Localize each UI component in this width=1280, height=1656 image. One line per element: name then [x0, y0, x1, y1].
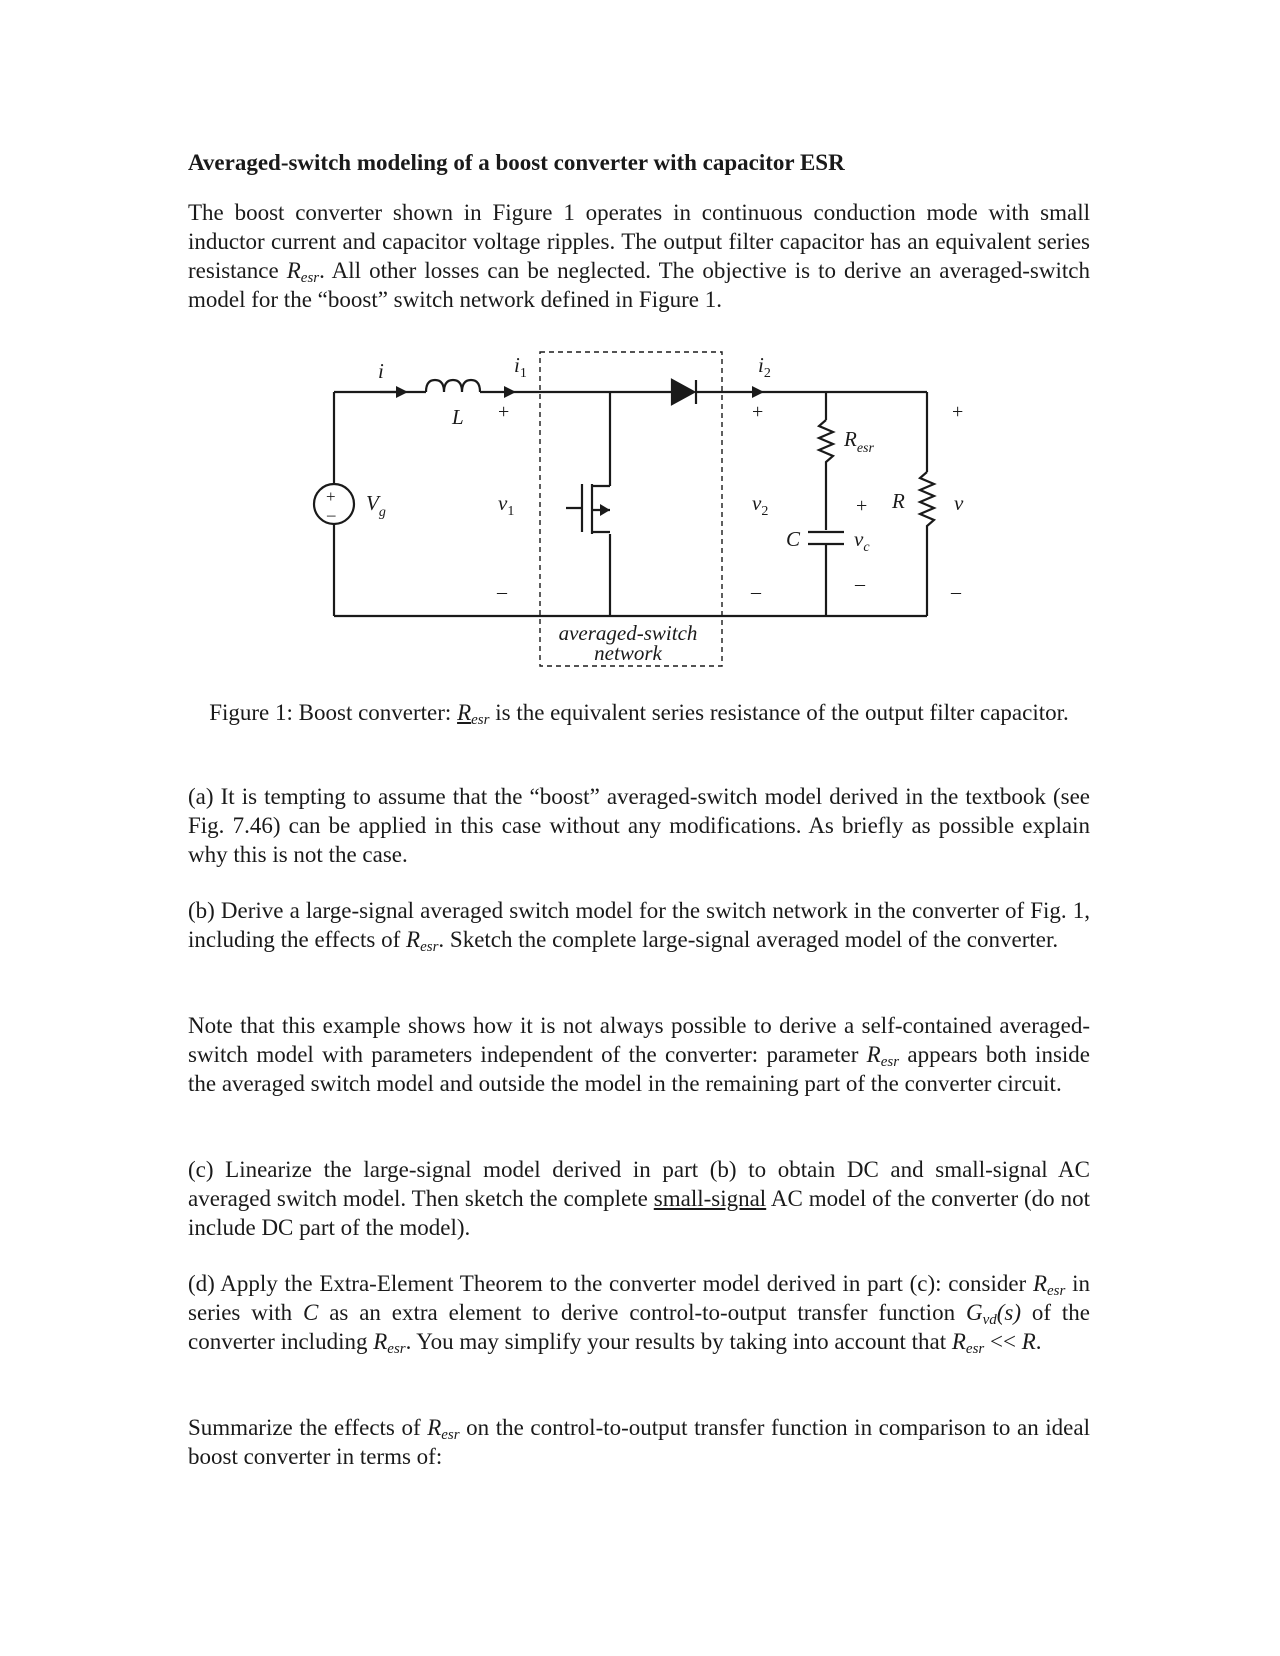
- minus-vc: –: [855, 573, 865, 595]
- arrow-i2: [752, 386, 764, 398]
- part-d-paragraph: (d) Apply the Extra-Element Theorem to the converter model derived in part (c): consider $R_{esr}$ in series with C as an extra element to derive control-to-output transfer function $G_{vd}(s)$ of the converter including $R_{esr}$. You may simplify your results by taking into account that $R_{esr} << R$.: [188, 1271, 1090, 1357]
- network-label-line2: network: [594, 641, 662, 665]
- plus-v1: +: [498, 401, 510, 423]
- arrow-i: [396, 386, 408, 398]
- boost-converter-figure: [0, 0, 1280, 700]
- label-vc: $v_c$: [854, 527, 870, 555]
- minus-v1: –: [497, 581, 507, 603]
- minus-vg: –: [327, 505, 336, 524]
- part-b-paragraph: (b) Derive a large-signal averaged switch model for the switch network in the converter of Fig. 1, including the effects of $R_{esr}$. Sketch the complete large-signal averaged model of the converter.: [188, 898, 1090, 955]
- part-c-paragraph: (c) Linearize the large-signal model derived in part (b) to obtain DC and small-signal AC averaged switch model. Then sketch the complete small-signal AC model of the converter (do not include DC part of the model).: [188, 1157, 1090, 1240]
- esr-resistor: [819, 420, 833, 530]
- arrow-i1: [504, 386, 516, 398]
- label-i2: $i_2$: [758, 353, 771, 381]
- minus-v2: –: [751, 581, 761, 603]
- page-title: Averaged-switch modeling of a boost converter with capacitor ESR: [188, 150, 845, 175]
- plus-v2: +: [752, 401, 764, 423]
- plus-vg: +: [326, 487, 336, 506]
- label-i1: $i_1$: [514, 353, 527, 381]
- plus-vc: +: [856, 495, 868, 517]
- label-R: R: [892, 489, 905, 513]
- network-label-line1: averaged-switch: [558, 621, 698, 645]
- figure-caption: Figure 1: Boost converter: $R_{esr}$ is the equivalent series resistance of the output filter capacitor.: [209, 700, 1069, 728]
- minus-v: –: [951, 581, 961, 603]
- note-paragraph: Note that this example shows how it is not always possible to derive a self-contained averaged-switch model with parameters independent of the converter: parameter $R_{esr}$ appears both inside the averaged switch model and outside the model in the remaining part of the converter circuit.: [188, 1013, 1090, 1096]
- label-Vg: $V_g$: [366, 491, 386, 520]
- diode: [672, 380, 696, 404]
- capacitor-plates: [808, 532, 844, 544]
- label-v2: $v_2$: [752, 491, 769, 519]
- load-resistor: [920, 472, 934, 536]
- inductor-coil: [426, 380, 480, 392]
- part-a-paragraph: (a) It is tempting to assume that the “boost” averaged-switch model derived in the textbook (see Fig. 7.46) can be applied in this case without any modifications. As briefly as possible explain why this is not the case.: [188, 784, 1090, 867]
- plus-v: +: [952, 401, 964, 423]
- mosfet-gate: [566, 484, 582, 532]
- label-v1: $v_1$: [498, 491, 515, 519]
- intro-paragraph: The boost converter shown in Figure 1 operates in continuous conduction mode with small inductor current and capacitor voltage ripples. The output filter capacitor has an equivalent series resistance $R_{esr}$. All other losses can be neglected. The objective is to derive an averaged-switch model for the “boost” switch network defined in Figure 1.: [188, 200, 1090, 312]
- label-i: i: [378, 359, 384, 383]
- label-v: v: [954, 491, 964, 515]
- label-Resr: $R_{esr}$: [844, 427, 874, 456]
- summary-paragraph: Summarize the effects of $R_{esr}$ on the control-to-output transfer function in comparison to an ideal boost converter in terms of:: [188, 1415, 1090, 1469]
- label-L: L: [452, 405, 464, 429]
- label-C: C: [786, 527, 801, 551]
